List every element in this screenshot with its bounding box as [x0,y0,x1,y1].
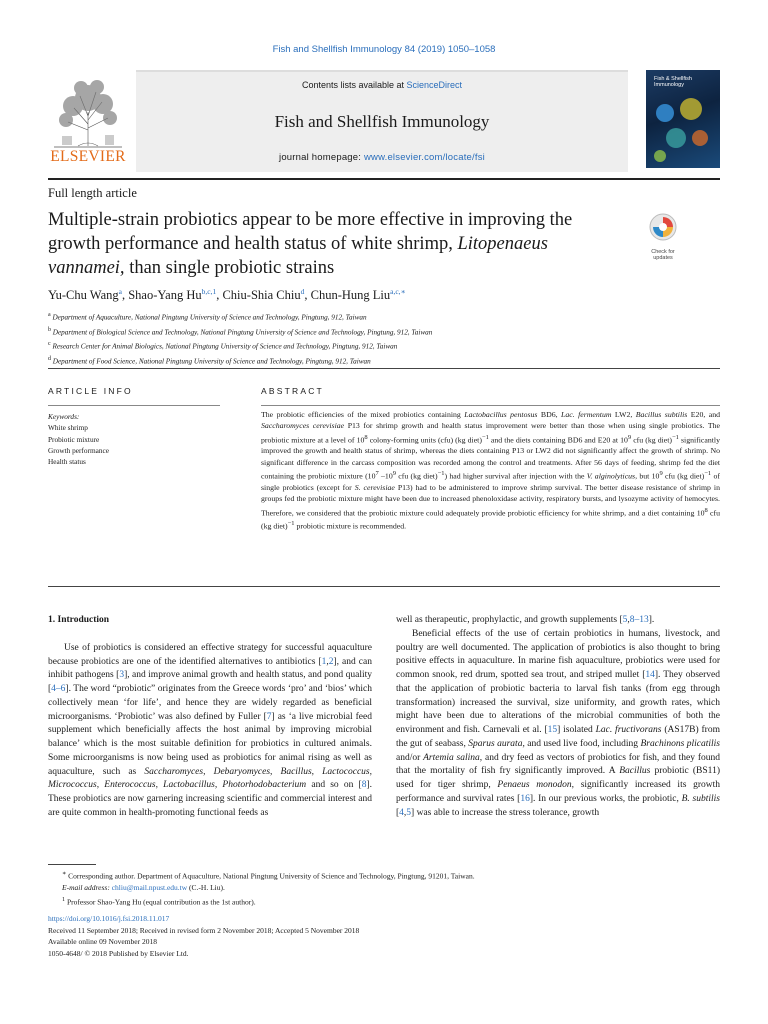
check-for-updates-button[interactable] [640,212,686,261]
elsevier-wordmark[interactable]: ELSEVIER [50,148,126,165]
footnotes [48,868,720,908]
keyword-item: Growth performance [48,445,109,455]
cover-title-line-2: Immunology [654,82,684,88]
journal-cover-thumbnail[interactable] [646,70,720,168]
abstract-heading: ABSTRACT [261,386,324,396]
doi-link[interactable]: https://doi.org/10.1016/j.fsi.2018.11.017 [48,914,170,923]
article-type: Full length article [48,186,137,200]
author-email-link[interactable]: chliu@mail.npust.edu.tw [111,883,188,892]
author-affiliation-marker[interactable]: a,c,∗ [390,287,406,296]
abstract-text: The probiotic efficiencies of the mixed probiotics containing Lactobacillus pentosus BD6, Lac. fermentum LW2, Bacillus subtilis E20, and Saccharomyces cerevisiae P13 for shrimp growth and health status improvement were better than those when using single probiotics. The probiotic mixture at a level of $10^8$ colony-forming units (cfu) (kg diet)$^{-1}$ and the diets containing BD6 and E20 at $10^9$ cfu (kg diet)$^{-1}$ significantly improved the growth and health status of shrimp, whereas the diets containing P13 or LW2 did not significantly affect the growth of shrimp. No significant difference in the carcass composition was recorded among the control and treatments. After 56 days of feeding, shrimp fed the diet containing the probiotic mixture ($10^7$ $-10^9$ cfu (kg diet)$^{-1}$) had higher survival after injection with the V. alginolyticus, but $10^9$ cfu (kg diet)$^{-1}$ of single probiotics (except for S. cerevisiae P13) had to be administered to improve shrimp survival. The better disease resistance of shrimp in groups fed the probiotic mixture might have been due to increased phenoloxidase activity, respiratory bursts, and lysozyme activity of hemocytes. Therefore, we considered that the probiotic mixture could adequately provide probiotic efficiency for white shrimp, and a diet containing $10^8$ cfu (kg diet)$^{-1}$ probiotic mixture is recommended. [261,410,721,532]
journal-homepage-link[interactable]: www.elsevier.com/locate/fsi [363,152,485,163]
crossmark-label-2: updates [653,255,673,261]
keyword-item: Probiotic mixture [48,434,100,444]
footnote-corresponding: ∗ Corresponding author. Department of Aquaculture, National Pingtung University of Science and Technology, Pingtung, 91201, Taiwan. [62,870,475,881]
affiliation-item: $^d$ Department of Food Science, National Pingtung University of Science and Technology, Pingtung, 912, Taiwan [48,355,371,366]
contents-line [136,80,628,90]
equal-contribution-note: Professor Shao-Yang Hu (equal contribution as the 1st author). [67,897,256,906]
author-affiliation-marker[interactable]: d [300,287,305,296]
email-label: E-mail address: [62,883,112,892]
journal-header [48,70,720,172]
author-list: Yu-Chu Wang$^a$, Shao-Yang Hu$^{b,c,1}$, Chiu-Shia Chiu$^d$, Chun-Hung Liu$^{a,c,∗}$ [48,287,406,303]
article-info-bottom-rule [48,586,720,587]
journal-title: Fish and Shellfish Immunology [274,112,490,131]
body-column-right [396,614,720,820]
header-divider [48,178,720,180]
keywords-list [48,422,220,467]
citation-link[interactable]: 1 [321,656,327,667]
body-column-left [48,614,372,821]
citation-link[interactable]: 14 [645,670,655,680]
article-info-heading: ARTICLE INFO [48,386,133,396]
article-info-rule [48,405,220,406]
keywords-label: Keywords: [48,412,80,421]
citation-link[interactable]: 3 [119,670,125,681]
available-online: Available online 09 November 2018 [48,937,157,946]
abstract-rule [261,405,720,406]
citation-link[interactable]: 2 [328,656,334,667]
header-band [136,70,628,172]
intro-paragraph-2: Beneficial effects of the use of certain probiotics in humans, livestock, and poultry are well documented. The application of probiotics is also thought to bring positive effects in aquaculture. In marine fish aquaculture, probiotics were used for common snook, red drum, spotted sea trout, and striped mullet [14]. They observed that the application of probiotic bacteria to larval fish tanks (from egg through transformation) increased the survival, size uniformity, and growth rates, which might have been due to alterations of the microbial communities of both the environment and fish. Carnevali et al. [15] isolated Lac. fructivorans (AS17B) from the gut of seabass, Sparus aurata, and used live food, including Brachinons plicatilis and/or Artemia salina, and dry feed as vectors of probiotics for fish, and they found that the mortality of fish fry significantly improved. A Bacillus probiotic (BS11) used for tiger shrimp, Penaeus monodon, significantly increased its growth performance and survival rates [16]. In our previous works, the probiotic, B. subtilis [4,5] was able to increase the stress tolerance, growth [396,628,721,818]
author-affiliation-marker[interactable]: a [118,287,122,296]
cover-title-line-1: Fish & Shellfish [654,76,692,82]
affiliation-item: $^b$ Department of Biological Science and Technology, National Pingtung University of Science and Technology, Pingtung, 912, Taiwan [48,326,433,336]
crossmark-icon [648,212,678,242]
author-name[interactable]: Yu-Chu Wang [48,288,119,303]
citation-link[interactable]: 4 [399,807,404,818]
citation-link[interactable]: 5 [406,807,412,818]
author-name[interactable]: Shao-Yang Hu [128,288,202,303]
author-affiliation-marker[interactable]: b,c,1 [201,287,217,296]
contents-prefix: Contents lists available at [301,80,407,90]
crossmark-label-1: Check for [651,249,675,255]
copyright-line: 1050-4648/ © 2018 Published by Elsevier Ltd. [48,948,189,958]
publication-history: Received 11 September 2018; Received in revised form 2 November 2018; Accepted 5 November 2018 [48,925,360,935]
homepage-line [136,152,628,163]
citation-link[interactable]: 5 [622,615,628,625]
footnote-email [48,882,720,894]
citation-link[interactable]: 8 [361,780,367,791]
journal-citation-link[interactable]: Fish and Shellfish Immunology 84 (2019) 1050–1058 [272,44,496,55]
corresponding-author-note: Corresponding author. Department of Aquaculture, National Pingtung University of Science and Technology, Pingtung, 91201, Taiwan. [68,871,475,881]
citation-link[interactable]: 7 [266,711,272,722]
affiliation-list [48,309,720,367]
homepage-prefix: journal homepage: [279,152,364,163]
title-part-1: Multiple-strain probiotics appear to be more effective in improving the growth performance and health status of white shrimp, [48,210,573,254]
title-species: Litopenaeus vannamei, [48,234,548,278]
author-name[interactable]: Chun-Hung Liu [310,288,391,303]
keyword-item: Health status [48,457,86,467]
email-suffix: (C.-H. Liu). [187,883,225,892]
keyword-item: White shrimp [48,423,88,433]
author-name[interactable]: Chiu-Shia Chiu [222,288,301,303]
keywords-block [48,411,220,467]
sciencedirect-link[interactable]: ScienceDirect [406,80,463,90]
citation-link[interactable]: 8–13 [629,615,649,625]
affiliation-item: $^a$ Department of Aquaculture, National Pingtung University of Science and Technology, Pingtung, 912, Taiwan [48,312,367,322]
article-title [48,208,618,280]
section-heading-introduction: 1. Introduction [48,615,110,625]
affiliation-item: $^c$ Research Center for Animal Biologics, National Pingtung University of Science and Technology, Pingtung, 912, Taiwan [48,341,398,351]
intro-paragraph-1: Use of probiotics is considered an effective strategy for successful aquaculture because probiotics are one of the identified alternatives to antibiotics [1,2], and can inhibit pathogens [3], and improve animal growth and health status, and pond quality [4–6]. The word “probiotic” originates from the Greece words ‘pro’ and ‘bios’ which collectively mean ‘for life’, and hence they are widely regarded as beneficial microorganisms. ‘Probiotic’ was also defined by Fuller [7] as ‘a live microbial feed supplement which beneficially affects the host animal by improving microbial balance’ which is the most suitable definition for probiotics in cultured animals. Some microorganisms is now being used as probiotics for animal rising as well as aquaculture, such as Saccharomyces, Debaryomyces, Bacillus, Lactococcus, Micrococcus, Enterococcus, Lactobacillus, Photorhodobacterium and so on [8]. These probiotics are now garnering increasing scientific and commercial interest and are quite common in health-promoting functional feeds as [48,642,372,818]
footnote-1: $^1$ Professor Shao-Yang Hu (equal contribution as the 1st author). [62,895,256,906]
footnote-rule [48,864,96,865]
title-part-2: than single probiotic strains [124,258,335,278]
citation-link[interactable]: 15 [547,725,558,735]
intro-paragraph-1-continued: well as therapeutic, prophylactic, and growth supplements [5,8–13]. [396,615,655,625]
citation-link[interactable]: 16 [520,793,530,804]
article-info-top-rule [48,368,720,369]
citation-link[interactable]: 4–6 [51,684,66,694]
publication-info [48,913,720,959]
